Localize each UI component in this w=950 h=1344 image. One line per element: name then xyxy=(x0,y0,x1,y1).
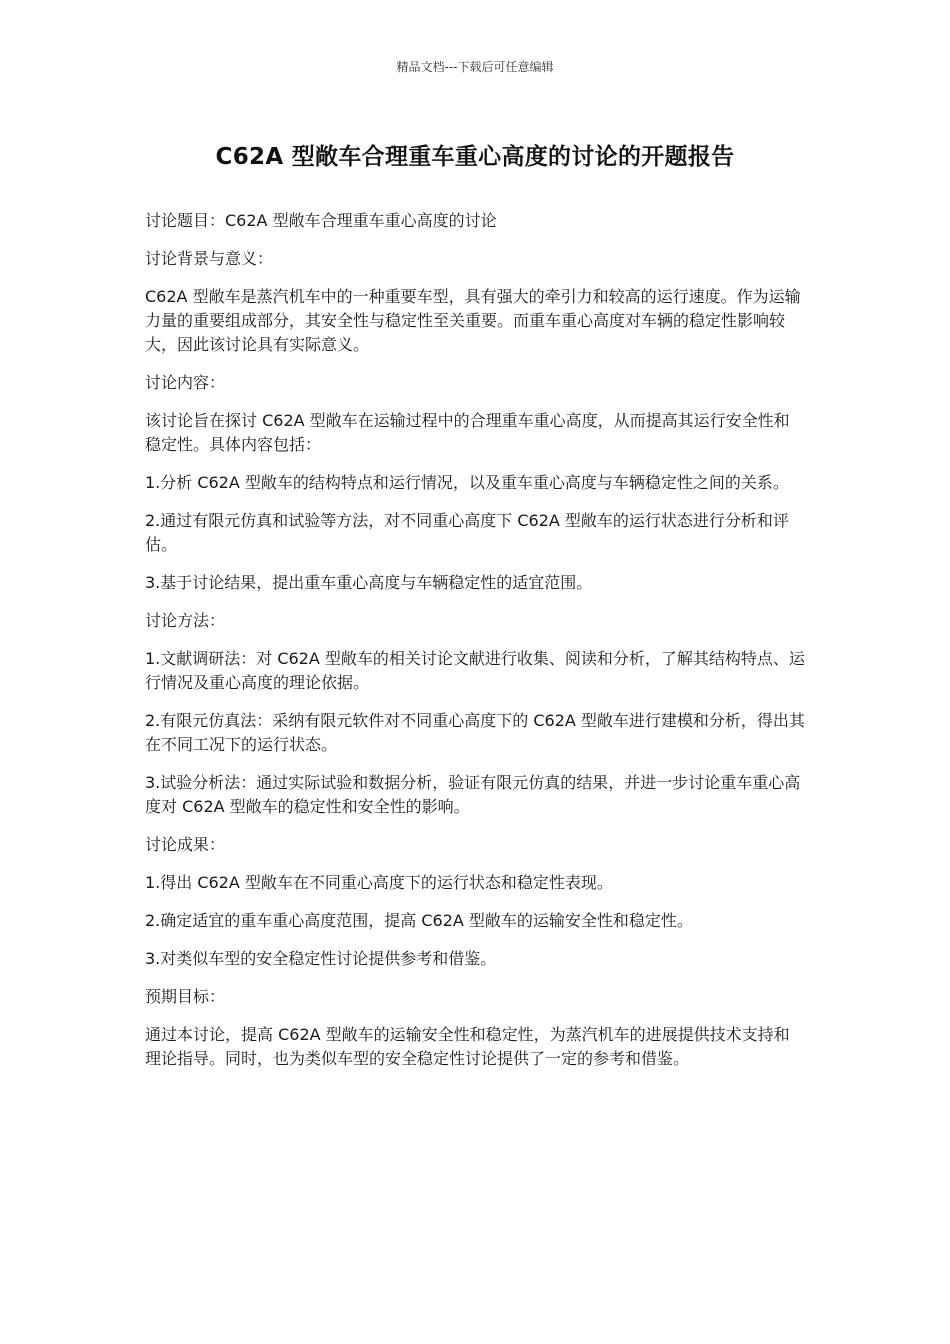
section-heading-background: 讨论背景与意义： xyxy=(145,249,274,268)
method-item-1: 1.文献调研法：对 C62A 型敞车的相关讨论文献进行收集、阅读和分析，了解其结构特点、运行情况及重心高度的理论依据。 xyxy=(145,649,805,692)
document-body xyxy=(145,209,805,1085)
section-heading-content: 讨论内容： xyxy=(145,373,226,392)
paragraph-topic: 讨论题目：C62A 型敞车合理重车重心高度的讨论 xyxy=(145,211,497,230)
page-header-note: 精品文档---下载后可任意编辑 xyxy=(396,60,554,74)
section-heading-results: 讨论成果： xyxy=(145,835,226,854)
content-item-1: 1.分析 C62A 型敞车的结构特点和运行情况，以及重车重心高度与车辆稳定性之间的关系。 xyxy=(145,473,789,492)
section-heading-methods: 讨论方法： xyxy=(145,611,226,630)
result-item-3: 3.对类似车型的安全稳定性讨论提供参考和借鉴。 xyxy=(145,949,497,968)
paragraph-content-intro: 该讨论旨在探讨 C62A 型敞车在运输过程中的合理重车重心高度，从而提高其运行安全性和稳定性。具体内容包括： xyxy=(145,411,790,454)
method-item-2: 2.有限元仿真法：采纳有限元软件对不同重心高度下的 C62A 型敞车进行建模和分析，得出其在不同工况下的运行状态。 xyxy=(145,711,805,754)
result-item-2: 2.确定适宜的重车重心高度范围，提高 C62A 型敞车的运输安全性和稳定性。 xyxy=(145,911,693,930)
paragraph-goals: 通过本讨论，提高 C62A 型敞车的运输安全性和稳定性，为蒸汽机车的进展提供技术支持和理论指导。同时，也为类似车型的安全稳定性讨论提供了一定的参考和借鉴。 xyxy=(145,1025,790,1068)
document-title: C62A 型敞车合理重车重心高度的讨论的开题报告 xyxy=(215,144,735,170)
section-heading-goals: 预期目标： xyxy=(145,987,226,1006)
content-item-2: 2.通过有限元仿真和试验等方法，对不同重心高度下 C62A 型敞车的运行状态进行分析和评估。 xyxy=(145,511,789,554)
paragraph-background: C62A 型敞车是蒸汽机车中的一种重要车型，具有强大的牵引力和较高的运行速度。作为运输力量的重要组成部分，其安全性与稳定性至关重要。而重车重心高度对车辆的稳定性影响较大，因此该讨论具有实际意义。 xyxy=(145,287,801,354)
result-item-1: 1.得出 C62A 型敞车在不同重心高度下的运行状态和稳定性表现。 xyxy=(145,873,613,892)
content-item-3: 3.基于讨论结果，提出重车重心高度与车辆稳定性的适宜范围。 xyxy=(145,573,593,592)
method-item-3: 3.试验分析法：通过实际试验和数据分析，验证有限元仿真的结果，并进一步讨论重车重心高度对 C62A 型敞车的稳定性和安全性的影响。 xyxy=(145,773,801,816)
